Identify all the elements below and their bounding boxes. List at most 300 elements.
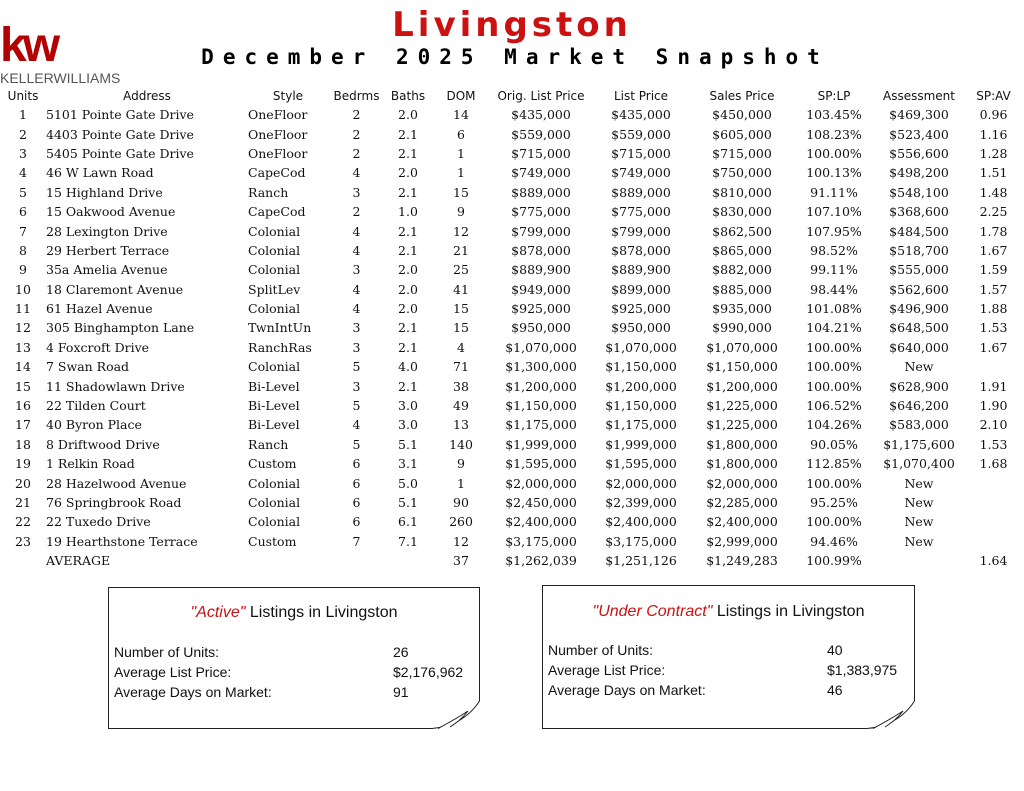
cell-address: 28 Hazelwood Avenue — [46, 475, 187, 491]
cell-orig-list-price: $1,595,000 — [505, 456, 577, 472]
table-row — [0, 105, 1024, 124]
cell-sp-av: 2.10 — [979, 417, 1008, 433]
cell-list-price: $889,000 — [611, 184, 671, 200]
cell-unit: 6 — [19, 204, 27, 220]
cell-assessment: $583,000 — [889, 417, 949, 433]
cell-sp-av: 1.91 — [979, 378, 1008, 394]
cell-list-price: $878,000 — [611, 242, 671, 258]
cell-bedrooms — [328, 551, 385, 570]
cell-sp-lp: 112.85% — [806, 456, 862, 472]
cell-sp-lp: 104.26% — [806, 417, 862, 433]
table-row — [0, 512, 1024, 531]
cell-sp-av: 1.78 — [979, 223, 1008, 239]
cell-orig-list-price: $889,900 — [511, 262, 571, 278]
active-dom-value: 91 — [393, 684, 409, 700]
cell-assessment: $562,600 — [889, 281, 949, 297]
cell-assessment: $518,700 — [889, 242, 949, 258]
table-row — [0, 183, 1024, 202]
cell-sp-av: 2.25 — [979, 204, 1008, 220]
cell-sales-price: $2,285,000 — [706, 495, 778, 510]
cell-dom: 12 — [453, 223, 469, 239]
cell-baths: 2.0 — [398, 165, 418, 181]
cell-unit: 12 — [15, 320, 31, 336]
cell-sp-lp: 99.11% — [810, 262, 858, 278]
col-header-assessment: Assessment — [883, 88, 955, 103]
cell-assessment: $628,900 — [889, 378, 949, 394]
cell-bedrooms: 6 — [352, 514, 361, 530]
cell-address: 40 Byron Place — [46, 417, 142, 433]
cell-baths: 2.0 — [398, 107, 418, 123]
cell-baths: 3.0 — [398, 417, 418, 433]
table-body — [0, 105, 1024, 570]
active-price-value: $2,176,962 — [393, 664, 464, 680]
cell-unit: 2 — [19, 126, 27, 142]
cell-assessment: $548,100 — [889, 184, 949, 200]
cell-assessment: $555,000 — [889, 262, 949, 278]
cell-assessment: $368,600 — [889, 204, 949, 220]
cell-assessment: $523,400 — [889, 126, 949, 142]
cell-baths: 7.1 — [398, 533, 418, 549]
cell-baths: 4.0 — [398, 359, 418, 375]
cell-style: Colonial — [248, 514, 301, 530]
cell-list-price: $749,000 — [611, 165, 671, 181]
cell-style: CapeCod — [248, 204, 306, 220]
active-box-title-emphasis: "Active" — [190, 604, 246, 621]
cell-baths — [385, 551, 431, 570]
cell-sales-price: $2,000,000 — [706, 475, 778, 491]
active-dom-label: Average Days on Market: — [114, 684, 272, 700]
cell-sales-price: $1,800,000 — [706, 436, 778, 452]
cell-assessment: $1,175,600 — [883, 436, 955, 452]
col-header-sp-lp: SP:LP — [817, 88, 851, 103]
cell-bedrooms: 4 — [352, 301, 361, 317]
table-row — [0, 454, 1024, 473]
cell-dom: 260 — [449, 514, 473, 530]
cell-bedrooms: 4 — [352, 165, 361, 181]
cell-baths: 3.0 — [398, 398, 418, 414]
cell-list-price: $799,000 — [611, 223, 671, 239]
cell-unit: 14 — [15, 359, 31, 375]
cell-dom: 37 — [453, 553, 469, 569]
cell-dom: 9 — [457, 204, 465, 220]
cell-orig-list-price: $1,300,000 — [505, 359, 577, 375]
cell-sp-lp: 100.00% — [806, 475, 862, 491]
cell-orig-list-price: $878,000 — [511, 242, 571, 258]
col-header-list-price: List Price — [613, 88, 669, 103]
cell-sales-price: $2,999,000 — [706, 533, 778, 549]
cell-orig-list-price: $1,999,000 — [505, 436, 577, 452]
cell-assessment: $469,300 — [889, 107, 949, 123]
cell-address: 46 W Lawn Road — [46, 165, 154, 181]
active-listings-box — [108, 587, 480, 729]
cell-assessment: New — [904, 495, 934, 510]
cell-unit: 9 — [19, 262, 27, 278]
cell-address: 4403 Pointe Gate Drive — [46, 126, 194, 142]
cell-style: OneFloor — [248, 126, 308, 142]
cell-style: Bi-Level — [248, 398, 300, 414]
cell-sp-av — [963, 357, 1024, 376]
cell-sp-av: 1.68 — [979, 456, 1008, 472]
cell-orig-list-price: $2,400,000 — [505, 514, 577, 530]
cell-assessment: $496,900 — [889, 301, 949, 317]
table-row — [0, 318, 1024, 337]
cell-assessment: $556,600 — [889, 145, 949, 161]
cell-list-price: $1,150,000 — [605, 398, 677, 414]
cell-list-price: $1,999,000 — [605, 436, 677, 452]
cell-sp-av — [963, 473, 1024, 492]
table-row — [0, 415, 1024, 434]
cell-baths: 2.1 — [398, 126, 418, 142]
cell-orig-list-price: $559,000 — [511, 126, 571, 142]
cell-dom: 9 — [457, 456, 465, 472]
cell-style: Colonial — [248, 495, 301, 510]
cell-sales-price: $1,070,000 — [706, 339, 778, 355]
cell-list-price: $899,000 — [611, 281, 671, 297]
logo-company-name: KELLERWILLIAMS — [0, 70, 121, 86]
cell-unit: 8 — [19, 242, 27, 258]
cell-unit: 4 — [19, 165, 27, 181]
cell-unit: 13 — [15, 339, 31, 355]
cell-assessment: $648,500 — [889, 320, 949, 336]
col-header-units: Units — [7, 88, 39, 103]
contract-price-value: $1,383,975 — [827, 662, 898, 678]
cell-unit: 20 — [15, 475, 31, 491]
cell-assessment: $1,070,400 — [883, 456, 955, 472]
cell-baths: 2.1 — [398, 378, 418, 394]
cell-list-price: $1,175,000 — [605, 417, 677, 433]
cell-address: AVERAGE — [46, 553, 111, 569]
cell-address: 5405 Pointe Gate Drive — [46, 145, 194, 161]
col-header-sp-av: SP:AV — [976, 88, 1011, 103]
cell-unit: 17 — [15, 417, 31, 433]
logo-kw-letters: kw — [0, 19, 57, 72]
cell-address: 4 Foxcroft Drive — [46, 339, 150, 355]
cell-orig-list-price: $775,000 — [511, 204, 571, 220]
cell-address: 19 Hearthstone Terrace — [46, 533, 198, 549]
cell-dom: 15 — [453, 184, 469, 200]
cell-sp-av: 1.53 — [979, 436, 1008, 452]
cell-bedrooms: 4 — [352, 417, 361, 433]
cell-list-price: $950,000 — [611, 320, 671, 336]
cell-orig-list-price: $1,175,000 — [505, 417, 577, 433]
cell-sp-lp: 100.00% — [806, 145, 862, 161]
cell-address: 29 Herbert Terrace — [46, 242, 170, 258]
cell-address: 28 Lexington Drive — [46, 223, 168, 239]
cell-dom: 41 — [453, 281, 469, 297]
cell-baths: 2.0 — [398, 281, 418, 297]
cell-sales-price: $1,249,283 — [706, 553, 778, 569]
table-row — [0, 202, 1024, 221]
cell-baths: 1.0 — [398, 204, 418, 220]
cell-dom: 15 — [453, 301, 469, 317]
cell-orig-list-price: $2,450,000 — [505, 495, 577, 510]
cell-baths: 5.1 — [398, 436, 418, 452]
cell-bedrooms: 2 — [352, 204, 361, 220]
cell-list-price: $925,000 — [611, 301, 671, 317]
table-row — [0, 396, 1024, 415]
cell-bedrooms: 5 — [352, 359, 361, 375]
cell-sp-av — [963, 512, 1024, 531]
cell-bedrooms: 2 — [352, 145, 361, 161]
contract-box-title-emphasis: "Under Contract" — [592, 603, 713, 620]
cell-sp-lp: 107.95% — [806, 223, 862, 239]
col-header-bedrooms: Bedrms — [333, 88, 380, 103]
table-row — [0, 473, 1024, 492]
cell-orig-list-price: $3,175,000 — [505, 533, 577, 549]
cell-bedrooms: 3 — [352, 184, 361, 200]
table-row — [0, 357, 1024, 376]
table-row — [0, 144, 1024, 163]
cell-sales-price: $1,200,000 — [706, 378, 778, 394]
cell-sp-lp: 100.00% — [806, 359, 862, 375]
table-row — [0, 163, 1024, 182]
cell-list-price: $715,000 — [611, 145, 671, 161]
cell-address: 7 Swan Road — [46, 359, 130, 375]
col-header-baths: Baths — [390, 88, 426, 103]
table-row — [0, 221, 1024, 240]
cell-baths: 3.1 — [398, 456, 418, 472]
cell-sp-av: 1.67 — [979, 339, 1008, 355]
cell-list-price: $775,000 — [611, 204, 671, 220]
cell-baths: 2.1 — [398, 223, 418, 239]
cell-dom: 71 — [453, 359, 469, 375]
under-contract-listings-box — [542, 585, 915, 729]
cell-bedrooms: 7 — [352, 533, 361, 549]
cell-sp-av: 1.57 — [979, 281, 1008, 297]
cell-dom: 13 — [453, 417, 469, 433]
cell-sales-price: $750,000 — [712, 165, 772, 181]
col-header-address: Address — [123, 88, 171, 103]
cell-dom: 49 — [453, 398, 469, 414]
cell-sp-av: 1.51 — [979, 165, 1008, 181]
cell-list-price: $1,200,000 — [605, 378, 677, 394]
cell-sp-lp: 108.23% — [806, 126, 862, 142]
cell-bedrooms: 3 — [352, 339, 361, 355]
cell-assessment: New — [904, 359, 934, 375]
col-header-dom: DOM — [446, 88, 476, 103]
cell-style: CapeCod — [248, 165, 306, 181]
cell-sp-lp: 100.13% — [806, 165, 862, 181]
cell-sales-price: $830,000 — [712, 204, 772, 220]
cell-sp-av: 1.28 — [979, 145, 1008, 161]
cell-address: 15 Highland Drive — [46, 184, 163, 200]
cell-sp-lp: 107.10% — [806, 204, 862, 220]
cell-style: Colonial — [248, 242, 301, 258]
cell-orig-list-price: $1,150,000 — [505, 398, 577, 414]
cell-address: 61 Hazel Avenue — [46, 301, 153, 317]
cell-sp-av: 1.16 — [979, 126, 1008, 142]
cell-bedrooms: 4 — [352, 281, 361, 297]
table-row — [0, 376, 1024, 395]
cell-orig-list-price: $799,000 — [511, 223, 571, 239]
cell-sp-lp: 90.05% — [810, 436, 858, 452]
cell-style: Colonial — [248, 223, 301, 239]
cell-style: Ranch — [248, 436, 289, 452]
cell-dom: 1 — [457, 165, 465, 181]
cell-address: 18 Claremont Avenue — [46, 281, 184, 297]
table-row — [0, 338, 1024, 357]
cell-bedrooms: 4 — [352, 242, 361, 258]
cell-baths: 2.1 — [398, 184, 418, 200]
cell-unit: 19 — [15, 456, 31, 472]
cell-baths: 5.1 — [398, 495, 418, 510]
page-subtitle: December 2025 Market Snapshot — [201, 45, 829, 69]
cell-orig-list-price: $949,000 — [511, 281, 571, 297]
cell-orig-list-price: $1,070,000 — [505, 339, 577, 355]
cell-assessment: New — [904, 514, 934, 530]
cell-sales-price: $1,150,000 — [706, 359, 778, 375]
cell-address: 35a Amelia Avenue — [46, 262, 168, 278]
cell-baths: 6.1 — [398, 514, 418, 530]
cell-baths: 5.0 — [398, 475, 418, 491]
cell-sp-av: 1.59 — [979, 262, 1008, 278]
cell-bedrooms: 2 — [352, 126, 361, 142]
cell-style — [248, 551, 328, 570]
cell-orig-list-price: $435,000 — [511, 107, 571, 123]
cell-sales-price: $605,000 — [712, 126, 772, 142]
cell-dom: 21 — [453, 242, 469, 258]
cell-unit: 1 — [19, 107, 27, 123]
cell-style: Ranch — [248, 184, 289, 200]
cell-sp-av: 1.90 — [979, 398, 1008, 414]
cell-baths: 2.1 — [398, 145, 418, 161]
contract-dom-label: Average Days on Market: — [548, 682, 706, 698]
cell-sales-price: $450,000 — [712, 107, 772, 123]
cell-address: 8 Driftwood Drive — [46, 436, 160, 452]
contract-units-label: Number of Units: — [548, 642, 654, 658]
cell-style: Bi-Level — [248, 417, 300, 433]
cell-sp-lp: 91.11% — [810, 184, 858, 200]
cell-address: 22 Tuxedo Drive — [46, 514, 151, 530]
cell-list-price: $889,900 — [611, 262, 671, 278]
cell-baths: 2.1 — [398, 242, 418, 258]
active-box-title — [109, 604, 479, 622]
cell-style: RanchRas — [248, 339, 312, 355]
cell-sp-av — [963, 493, 1024, 512]
contract-price-label: Average List Price: — [548, 662, 666, 678]
cell-style: Colonial — [248, 301, 301, 317]
cell-baths: 2.1 — [398, 320, 418, 336]
cell-bedrooms: 6 — [352, 495, 361, 510]
cell-style: Custom — [248, 456, 297, 472]
cell-list-price: $1,595,000 — [605, 456, 677, 472]
cell-bedrooms: 4 — [352, 223, 361, 239]
cell-sp-av: 1.67 — [979, 242, 1008, 258]
cell-dom: 6 — [457, 126, 465, 142]
cell-style: Colonial — [248, 262, 301, 278]
cell-sp-av: 1.64 — [979, 553, 1008, 569]
cell-sales-price: $885,000 — [712, 281, 772, 297]
cell-sp-av: 1.48 — [979, 184, 1008, 200]
cell-address: 15 Oakwood Avenue — [46, 204, 176, 220]
cell-unit — [0, 551, 46, 570]
page-curl-icon — [432, 701, 480, 729]
cell-sales-price: $1,800,000 — [706, 456, 778, 472]
cell-sales-price: $2,400,000 — [706, 514, 778, 530]
sales-table — [0, 86, 1024, 570]
cell-sp-av — [963, 532, 1024, 551]
col-header-sales-price: Sales Price — [709, 88, 775, 103]
cell-assessment: $640,000 — [889, 339, 949, 355]
contract-units-value: 40 — [827, 642, 843, 658]
cell-assessment: New — [904, 475, 934, 491]
cell-sp-lp: 106.52% — [806, 398, 862, 414]
table-row — [0, 241, 1024, 260]
cell-address: 76 Springbrook Road — [46, 495, 182, 510]
cell-style: OneFloor — [248, 107, 308, 123]
cell-sales-price: $990,000 — [712, 320, 772, 336]
cell-list-price: $1,070,000 — [605, 339, 677, 355]
cell-assessment: $646,200 — [889, 398, 949, 414]
cell-assessment: $484,500 — [889, 223, 949, 239]
cell-bedrooms: 2 — [352, 107, 361, 123]
cell-sp-lp: 98.52% — [810, 242, 858, 258]
cell-sales-price: $810,000 — [712, 184, 772, 200]
cell-address: 1 Relkin Road — [46, 456, 135, 472]
table-row — [0, 260, 1024, 279]
cell-sales-price: $862,500 — [712, 223, 772, 239]
cell-unit: 18 — [15, 436, 31, 452]
cell-orig-list-price: $749,000 — [511, 165, 571, 181]
cell-bedrooms: 5 — [352, 436, 361, 452]
cell-address: 11 Shadowlawn Drive — [46, 378, 185, 394]
cell-dom: 12 — [453, 533, 469, 549]
cell-sp-av: 0.96 — [979, 107, 1008, 123]
contract-dom-value: 46 — [827, 682, 843, 698]
cell-address: 305 Binghampton Lane — [46, 320, 195, 336]
cell-baths: 2.1 — [398, 339, 418, 355]
cell-unit: 15 — [15, 378, 31, 394]
contract-box-title-rest: Listings in Livingston — [712, 603, 865, 620]
cell-unit: 23 — [15, 533, 31, 549]
cell-list-price: $559,000 — [611, 126, 671, 142]
col-header-style: Style — [272, 88, 304, 103]
cell-sales-price: $715,000 — [712, 145, 772, 161]
cell-orig-list-price: $889,000 — [511, 184, 571, 200]
cell-sp-lp: 104.21% — [806, 320, 862, 336]
table-row — [0, 124, 1024, 143]
cell-bedrooms: 6 — [352, 456, 361, 472]
cell-assessment: New — [904, 533, 934, 549]
cell-sp-lp: 100.00% — [806, 378, 862, 394]
cell-list-price: $1,150,000 — [605, 359, 677, 375]
cell-baths: 2.0 — [398, 262, 418, 278]
cell-bedrooms: 3 — [352, 378, 361, 394]
cell-bedrooms: 5 — [352, 398, 361, 414]
cell-unit: 21 — [15, 495, 31, 510]
cell-dom: 90 — [453, 495, 469, 510]
cell-dom: 4 — [457, 339, 465, 355]
cell-orig-list-price: $715,000 — [511, 145, 571, 161]
cell-list-price: $435,000 — [611, 107, 671, 123]
cell-address: 5101 Pointe Gate Drive — [46, 107, 194, 123]
cell-sp-av: 1.53 — [979, 320, 1008, 336]
cell-address: 22 Tilden Court — [46, 398, 146, 414]
cell-dom: 25 — [453, 262, 469, 278]
cell-sp-lp: 103.45% — [806, 107, 862, 123]
cell-dom: 1 — [457, 475, 465, 491]
cell-unit: 11 — [15, 301, 31, 317]
cell-unit: 7 — [19, 223, 27, 239]
cell-sp-lp: 100.00% — [806, 514, 862, 530]
cell-bedrooms: 3 — [352, 320, 361, 336]
cell-baths: 2.0 — [398, 301, 418, 317]
cell-sp-lp: 101.08% — [806, 301, 862, 317]
cell-dom: 14 — [453, 107, 469, 123]
active-price-label: Average List Price: — [114, 664, 232, 680]
average-row — [0, 551, 1024, 570]
cell-style: Colonial — [248, 359, 301, 375]
